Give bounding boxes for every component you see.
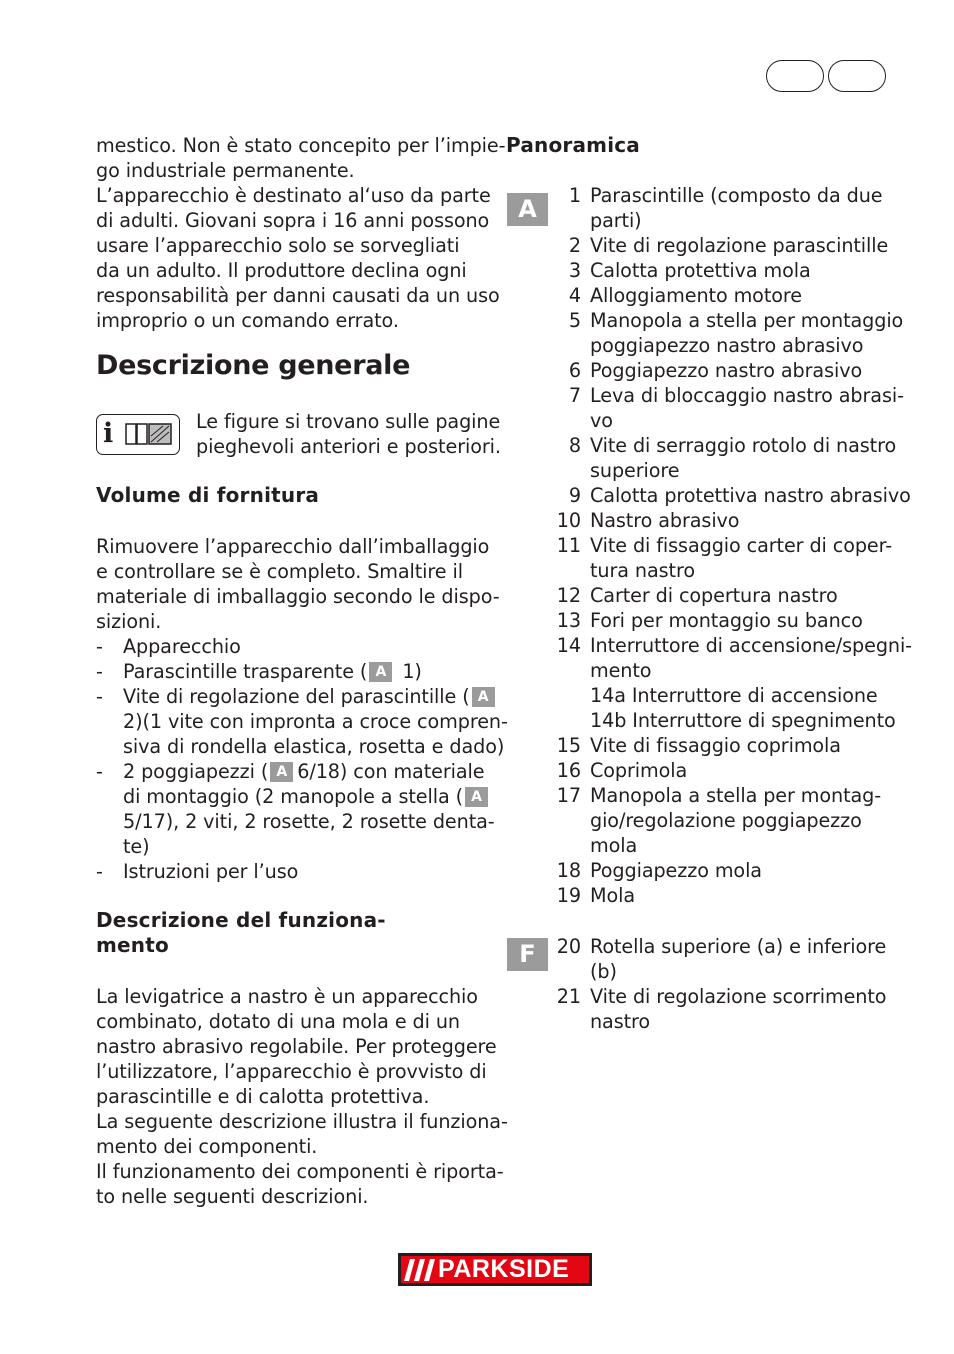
list-item: (b) bbox=[590, 960, 617, 983]
list-item: Calotta protettiva mola bbox=[590, 259, 811, 282]
figure-ref-badge: A bbox=[369, 662, 392, 682]
list-item: Vite di regolazione parascintille bbox=[590, 234, 889, 257]
paragraph-line: parascintille e di calotta protettiva. bbox=[96, 1085, 430, 1108]
figure-f-badge: F bbox=[507, 938, 548, 971]
item-number: 11 bbox=[556, 534, 581, 557]
overview-heading: Panoramica bbox=[506, 133, 641, 157]
figure-ref-badge: A bbox=[472, 687, 495, 707]
item-number: 8 bbox=[568, 434, 581, 457]
item-number: 1 bbox=[568, 184, 581, 207]
list-item: Parascintille (composto da due bbox=[590, 184, 883, 207]
list-item: mola bbox=[590, 834, 638, 857]
list-item: poggiapezzo nastro abrasivo bbox=[590, 334, 864, 357]
paragraph-line: di adulti. Giovani sopra i 16 anni possono bbox=[96, 209, 490, 232]
list-item: Istruzioni per l’uso bbox=[123, 860, 299, 883]
item-number: 18 bbox=[556, 859, 581, 882]
paragraph-line: usare l’apparecchio solo se sorvegliati bbox=[96, 234, 460, 257]
logo-text: PARKSIDE bbox=[438, 1255, 570, 1283]
list-item: Poggiapezzo mola bbox=[590, 859, 762, 882]
delivery-paragraph bbox=[96, 534, 500, 634]
info-note bbox=[196, 409, 501, 459]
item-number: 12 bbox=[556, 584, 581, 607]
paragraph-line: go industriale permanente. bbox=[96, 159, 355, 182]
list-item: Parascintille trasparente ( A 1) bbox=[123, 660, 422, 683]
paragraph-line: da un adulto. Il produttore declina ogni bbox=[96, 259, 467, 282]
paragraph-line: improprio o un comando errato. bbox=[96, 309, 399, 332]
list-item: Vite di fissaggio carter di coper- bbox=[590, 534, 893, 557]
list-item: Poggiapezzo nastro abrasivo bbox=[590, 359, 863, 382]
list-item: Fori per montaggio su banco bbox=[590, 609, 863, 632]
list-item: vo bbox=[590, 409, 613, 432]
paragraph-line: l’utilizzatore, l’apparecchio è provvisto di bbox=[96, 1060, 487, 1083]
list-item: 2)(1 vite con impronta a croce compren- bbox=[123, 710, 508, 733]
bullet-dash: - bbox=[96, 635, 103, 658]
item-number: 20 bbox=[556, 935, 581, 958]
bullet-dash: - bbox=[96, 660, 103, 683]
list-item: Vite di regolazione scorrimento bbox=[590, 985, 887, 1008]
list-item: tura nastro bbox=[590, 559, 695, 582]
figure-a-badge: A bbox=[507, 193, 548, 226]
paragraph-line: responsabilità per danni causati da un uso bbox=[96, 284, 500, 307]
item-number: 4 bbox=[568, 284, 581, 307]
list-item: Calotta protettiva nastro abrasivo bbox=[590, 484, 911, 507]
info-book-icon: i bbox=[96, 414, 180, 455]
list-item: Manopola a stella per montaggio bbox=[590, 309, 904, 332]
paragraph-line: sizioni. bbox=[96, 610, 162, 633]
bullet-dash: - bbox=[96, 685, 103, 708]
figure-ref-badge: A bbox=[465, 787, 488, 807]
language-badge-left bbox=[766, 60, 824, 92]
paragraph-line: Rimuovere l’apparecchio dall’imballaggio bbox=[96, 535, 490, 558]
bullet-dash: - bbox=[96, 760, 103, 783]
item-number: 21 bbox=[556, 985, 581, 1008]
paragraph-line: La levigatrice a nastro è un apparecchio bbox=[96, 985, 478, 1008]
item-number: 19 bbox=[556, 884, 581, 907]
list-item: 5/17), 2 viti, 2 rosette, 2 rosette denta- bbox=[123, 810, 495, 833]
paragraph-line: materiale di imballaggio secondo le dispo- bbox=[96, 585, 500, 608]
list-item: Coprimola bbox=[590, 759, 688, 782]
intro-paragraph bbox=[96, 133, 505, 333]
paragraph-line: nastro abrasivo regolabile. Per proteggere bbox=[96, 1035, 497, 1058]
paragraph-line: combinato, dotato di una mola e di un bbox=[96, 1010, 460, 1033]
logo-slashes-icon bbox=[404, 1259, 438, 1281]
list-item: Leva di bloccaggio nastro abrasi- bbox=[590, 384, 904, 407]
function-heading-line: Descrizione del funziona- bbox=[96, 908, 386, 932]
item-number: 7 bbox=[568, 384, 581, 407]
paragraph-line: to nelle seguenti descrizioni. bbox=[96, 1185, 369, 1208]
item-number: 3 bbox=[568, 259, 581, 282]
list-item: gio/regolazione poggiapezzo bbox=[590, 809, 862, 832]
item-number: 15 bbox=[556, 734, 581, 757]
paragraph-line: e controllare se è completo. Smaltire il bbox=[96, 560, 463, 583]
function-paragraph bbox=[96, 984, 508, 1209]
list-item: di montaggio (2 manopole a stella ( A bbox=[123, 784, 492, 809]
list-item: Vite di serraggio rotolo di nastro bbox=[590, 434, 897, 457]
paragraph-line: L’apparecchio è destinato al‘uso da parte bbox=[96, 184, 491, 207]
list-item: parti) bbox=[590, 209, 642, 232]
list-item: superiore bbox=[590, 459, 680, 482]
list-item: mento bbox=[590, 659, 652, 682]
item-number: 10 bbox=[556, 509, 581, 532]
list-item: Nastro abrasivo bbox=[590, 509, 740, 532]
language-badges bbox=[766, 60, 890, 94]
item-number: 5 bbox=[568, 309, 581, 332]
list-item: Mola bbox=[590, 884, 635, 907]
list-item: 14a Interruttore di accensione bbox=[590, 684, 878, 707]
list-item: Vite di fissaggio coprimola bbox=[590, 734, 841, 757]
list-item: 2 poggiapezzi ( A 6/18) con materiale bbox=[123, 760, 485, 783]
list-item: Carter di copertura nastro bbox=[590, 584, 838, 607]
list-item: nastro bbox=[590, 1010, 651, 1033]
item-number: 16 bbox=[556, 759, 581, 782]
language-badge-right bbox=[828, 60, 886, 92]
list-item: Alloggiamento motore bbox=[590, 284, 802, 307]
paragraph-line: La seguente descrizione illustra il funziona- bbox=[96, 1110, 508, 1133]
item-number: 2 bbox=[568, 234, 581, 257]
paragraph-line: Il funzionamento dei componenti è riporta- bbox=[96, 1160, 504, 1183]
item-number: 17 bbox=[556, 784, 581, 807]
list-item: Interruttore di accensione/spegni- bbox=[590, 634, 913, 657]
paragraph-line: mestico. Non è stato concepito per l’impie- bbox=[96, 134, 506, 157]
bullet-dash: - bbox=[96, 860, 103, 883]
list-item: Manopola a stella per montag- bbox=[590, 784, 882, 807]
figure-ref-badge: A bbox=[270, 762, 293, 782]
item-number: 14 bbox=[556, 634, 581, 657]
list-item: te) bbox=[123, 835, 150, 858]
section-title: Descrizione generale bbox=[96, 350, 411, 381]
list-item: Vite di regolazione del parascintille ( A bbox=[123, 684, 499, 709]
paragraph-line: mento dei componenti. bbox=[96, 1135, 318, 1158]
item-number: 9 bbox=[568, 484, 581, 507]
info-note-line: Le figure si trovano sulle pagine bbox=[196, 410, 501, 433]
list-item: Apparecchio bbox=[123, 635, 241, 658]
list-item: Rotella superiore (a) e inferiore bbox=[590, 935, 887, 958]
info-note-line: pieghevoli anteriori e posteriori. bbox=[196, 435, 501, 458]
function-heading-line: mento bbox=[96, 933, 169, 957]
parkside-logo bbox=[398, 1253, 592, 1286]
item-number: 6 bbox=[568, 359, 581, 382]
list-item: 14b Interruttore di spegnimento bbox=[590, 709, 896, 732]
delivery-heading: Volume di fornitura bbox=[96, 483, 320, 507]
list-item: siva di rondella elastica, rosetta e dado) bbox=[123, 735, 505, 758]
item-number: 13 bbox=[556, 609, 581, 632]
